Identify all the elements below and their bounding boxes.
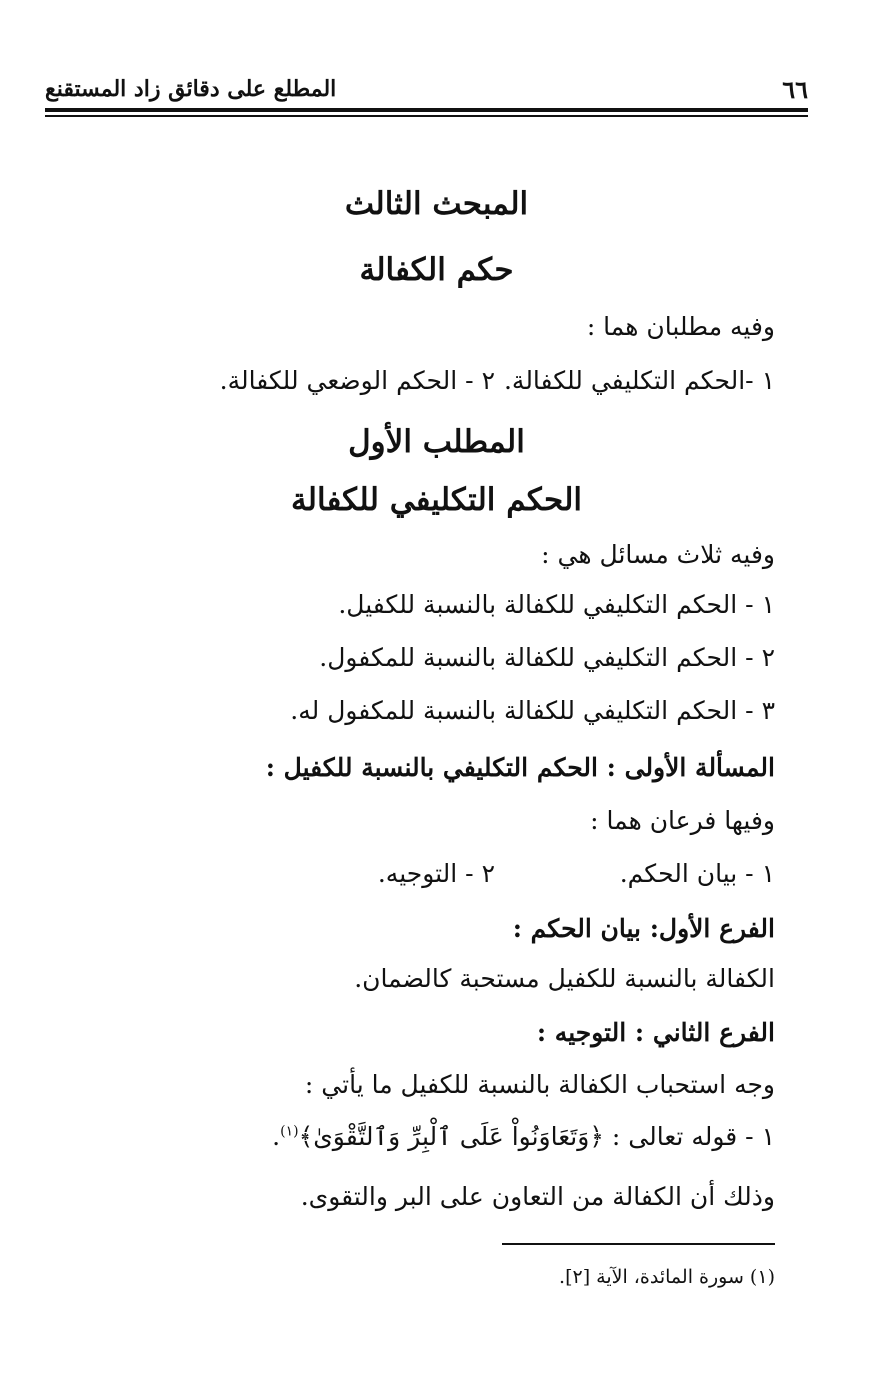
- intro-items: [60, 366, 775, 395]
- subsection-heading: المطلب الأول: [348, 424, 525, 460]
- branch2-intro: وجه استحباب الكفالة بالنسبة للكفيل ما يأتي :: [304, 1070, 775, 1099]
- evidence-1-text: ١ - قوله تعالى : ﴿وَتَعَاوَنُواْ عَلَى ٱلْبِرِّ وَٱلتَّقْوَىٰ﴾: [298, 1122, 775, 1151]
- sub-item-3: ٣ - الحكم التكليفي للكفالة بالنسبة للمكفول له.: [290, 696, 775, 725]
- issue1-heading: المسألة الأولى : الحكم التكليفي بالنسبة للكفيل :: [265, 753, 775, 782]
- sub-item-2: ٢ - الحكم التكليفي للكفالة بالنسبة للمكفول.: [319, 643, 775, 672]
- sub-intro-text: وفيه ثلاث مسائل هي :: [541, 540, 775, 569]
- sub-item-1: ١ - الحكم التكليفي للكفالة بالنسبة للكفيل.: [338, 590, 775, 619]
- intro-item-1: ١ -الحكم التكليفي للكفالة.: [503, 366, 775, 395]
- branch2-heading: الفرع الثاني : التوجيه :: [536, 1018, 775, 1047]
- branch1-text: الكفالة بالنسبة للكفيل مستحبة كالضمان.: [354, 964, 775, 993]
- intro-item-2: ٢ - الحكم الوضعي للكفالة.: [219, 366, 495, 395]
- section-heading: المبحث الثالث: [344, 186, 529, 222]
- footnote-ref: (١): [280, 1123, 299, 1140]
- branch1-heading: الفرع الأول: بيان الحكم :: [512, 914, 775, 943]
- page-number: ٦٦: [782, 74, 808, 104]
- evidence-1: [60, 1122, 775, 1151]
- header-rule-thin: [45, 115, 808, 117]
- issue1-item-2: ٢ - التوجيه.: [377, 859, 495, 888]
- header-rule-thick: [45, 108, 808, 112]
- issue1-items: [60, 859, 775, 888]
- explanation-text: وذلك أن الكفالة من التعاون على البر والتقوى.: [300, 1182, 775, 1211]
- footnote-1: (١) سورة المائدة، الآية [٢].: [559, 1266, 775, 1288]
- intro-text: وفيه مطلبان هما :: [586, 312, 775, 341]
- issue1-intro: وفيها فرعان هما :: [590, 806, 775, 835]
- section-title: حكم الكفالة: [359, 252, 514, 288]
- book-title: المطلع على دقائق زاد المستقنع: [45, 76, 337, 102]
- issue1-item-1: ١ - بيان الحكم.: [619, 859, 775, 888]
- evidence-1-end: .: [272, 1122, 281, 1151]
- footnote-separator: [502, 1243, 775, 1245]
- running-header: [45, 72, 808, 106]
- subsection-title: الحكم التكليفي للكفالة: [290, 482, 583, 518]
